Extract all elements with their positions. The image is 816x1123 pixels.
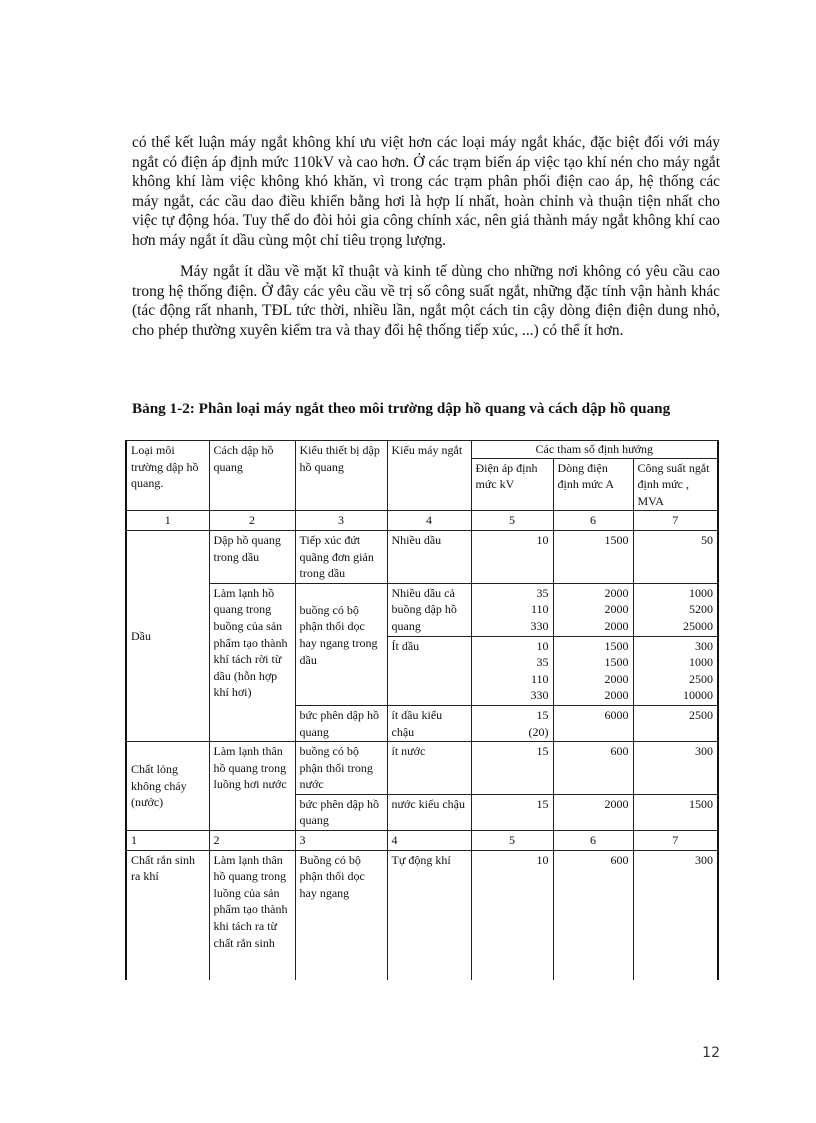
power-cell: 50 bbox=[633, 530, 718, 583]
device-cell: Tiếp xúc đứt quãng đơn giản trong dầu bbox=[295, 530, 387, 583]
table-row bbox=[126, 850, 718, 980]
header-medium: Loại môi trường dập hồ quang. bbox=[126, 441, 209, 511]
voltage-cell: 35 110 330 bbox=[471, 583, 553, 636]
breaker-type-cell: Tự động khí bbox=[387, 850, 471, 980]
breaker-type-cell: Nhiều dầu bbox=[387, 530, 471, 583]
method-cell: Làm lạnh thân hồ quang trong luồng hơi nước bbox=[209, 742, 295, 831]
medium-water: Chất lỏng không cháy (nước) bbox=[126, 742, 209, 831]
device-cell: Buồng có bộ phận thổi dọc hay ngang bbox=[295, 850, 387, 980]
current-cell: 600 bbox=[553, 742, 633, 795]
body-paragraph-2: Máy ngắt ít dầu về mặt kĩ thuật và kinh tế dùng cho những nơi không có yêu cầu cao trong hệ thống điện. Ở đây các yêu cầu về trị số công suất ngắt, những đặc tính vận hành khác (tác động rất nhanh, TĐL tức thời, nhiều lần, ngắt một cách tin cậy dòng điện điện dung nhỏ, cho phép thường xuyên kiểm tra và thay đổi hệ thống tiếp xúc, ...) có thể ít hơn. bbox=[132, 263, 720, 339]
voltage-cell: 15 (20) bbox=[471, 705, 553, 741]
power-cell: 1000 5200 25000 bbox=[633, 583, 718, 636]
breaker-type-cell: ít dầu kiểu chậu bbox=[387, 705, 471, 741]
current-cell: 6000 bbox=[553, 705, 633, 741]
power-cell: 300 1000 2500 10000 bbox=[633, 636, 718, 705]
col-number: 1 bbox=[126, 511, 209, 531]
breaker-type-cell: Ít dầu bbox=[387, 636, 471, 705]
medium-solid: Chất rắn sinh ra khí bbox=[126, 850, 209, 980]
power-cell: 2500 bbox=[633, 705, 718, 741]
body-paragraph-1: có thể kết luận máy ngắt không khí ưu việt hơn các loại máy ngắt khác, đặc biệt đối với máy ngắt có điện áp định mức 110kV và cao hơn. Ở các trạm biến áp việc tạo khí nén cho máy ngắt không khí làm việc không khó khăn, vì trong các trạm phân phối điện cao áp, hệ thống các máy ngắt, các cầu dao điều khiển bằng hơi là hợp lí nhất, hoàn chỉnh và thuận tiện nhất cho việc tự động hóa. Tuy thế do đòi hỏi gia công chính xác, nên giá thành máy ngắt không khí cao hơn máy ngắt ít dầu cùng một chỉ tiêu trọng lượng. bbox=[132, 134, 720, 249]
voltage-cell: 10 bbox=[471, 530, 553, 583]
voltage-cell: 10 35 110 330 bbox=[471, 636, 553, 705]
breaker-type-cell: nước kiểu chậu bbox=[387, 794, 471, 830]
voltage-cell: 10 bbox=[471, 850, 553, 980]
table-header-row bbox=[126, 441, 718, 459]
table-row bbox=[126, 742, 718, 795]
breaker-classification-table bbox=[125, 440, 719, 980]
header-parameters-group: Các tham số định hướng bbox=[471, 441, 718, 459]
method-cell: Dập hồ quang trong dầu bbox=[209, 530, 295, 583]
header-current: Dòng điện định mức A bbox=[553, 458, 633, 511]
table-row bbox=[126, 530, 718, 583]
current-cell: 2000 bbox=[553, 794, 633, 830]
current-cell: 1500 1500 2000 2000 bbox=[553, 636, 633, 705]
current-cell: 600 bbox=[553, 850, 633, 980]
header-voltage: Điện áp định mức kV bbox=[471, 458, 553, 511]
breaker-type-cell: ít nước bbox=[387, 742, 471, 795]
header-breaker-type: Kiểu máy ngắt bbox=[387, 441, 471, 511]
table-row bbox=[126, 583, 718, 636]
header-device: Kiểu thiết bị dập hồ quang bbox=[295, 441, 387, 511]
col-number: 4 bbox=[387, 831, 471, 851]
voltage-cell: 15 bbox=[471, 794, 553, 830]
table-caption: Bảng 1-2: Phân loại máy ngắt theo môi trường dập hồ quang và cách dập hồ quang bbox=[132, 400, 671, 417]
device-cell: buồng có bộ phận thổi dọc hay ngang trong dầu bbox=[295, 583, 387, 705]
col-number: 7 bbox=[633, 831, 718, 851]
column-number-row bbox=[126, 831, 718, 851]
col-number: 5 bbox=[471, 831, 553, 851]
col-number: 3 bbox=[295, 511, 387, 531]
col-number: 2 bbox=[209, 511, 295, 531]
current-cell: 2000 2000 2000 bbox=[553, 583, 633, 636]
medium-oil: Dầu bbox=[126, 530, 209, 741]
power-cell: 1500 bbox=[633, 794, 718, 830]
header-power: Công suất ngắt định mức , MVA bbox=[633, 458, 718, 511]
method-cell: Làm lạnh thân hồ quang trong luồng của sản phẩm tạo thành khi tách ra từ chất rắn sinh bbox=[209, 850, 295, 980]
col-number: 6 bbox=[553, 831, 633, 851]
header-method: Cách dập hồ quang bbox=[209, 441, 295, 511]
voltage-cell: 15 bbox=[471, 742, 553, 795]
device-cell: bức phên dập hồ quang bbox=[295, 705, 387, 741]
page-number: 12 bbox=[702, 1045, 720, 1061]
power-cell: 300 bbox=[633, 850, 718, 980]
col-number: 6 bbox=[553, 511, 633, 531]
column-number-row bbox=[126, 511, 718, 531]
col-number: 5 bbox=[471, 511, 553, 531]
device-cell: buồng có bộ phận thổi trong nước bbox=[295, 742, 387, 795]
current-cell: 1500 bbox=[553, 530, 633, 583]
method-cell: Làm lạnh hồ quang trong buồng của sản phẩm tạo thành khí tách rời từ dầu (hỗn hợp khí hơi) bbox=[209, 583, 295, 741]
col-number: 2 bbox=[209, 831, 295, 851]
col-number: 3 bbox=[295, 831, 387, 851]
device-cell: bức phên dập hồ quang bbox=[295, 794, 387, 830]
col-number: 1 bbox=[126, 831, 209, 851]
power-cell: 300 bbox=[633, 742, 718, 795]
breaker-type-cell: Nhiều dầu cả buồng dập hồ quang bbox=[387, 583, 471, 636]
col-number: 4 bbox=[387, 511, 471, 531]
col-number: 7 bbox=[633, 511, 718, 531]
